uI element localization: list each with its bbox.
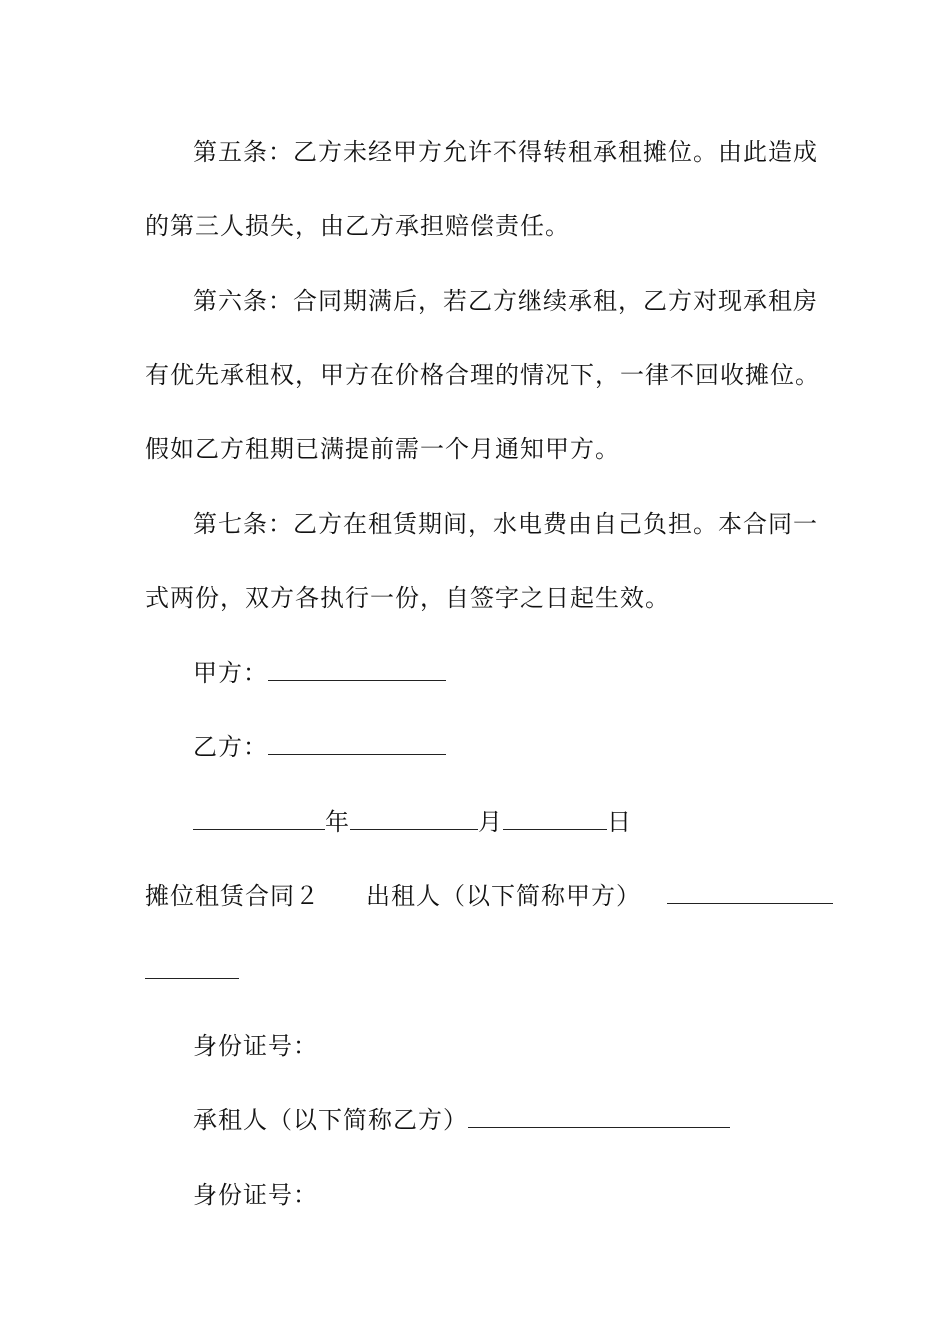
party-a-signature-line <box>193 658 446 688</box>
article-7-line-2: 式两份，双方各执行一份，自签字之日起生效。 <box>145 584 670 612</box>
year-blank[interactable] <box>193 807 325 830</box>
lessor-blank[interactable] <box>667 881 833 904</box>
party-b-blank[interactable] <box>268 732 446 755</box>
day-label: 日 <box>607 808 632 836</box>
lessor-label: 出租人（以下简称甲方） <box>366 882 641 910</box>
lessor-blank-continuation <box>145 956 239 986</box>
article-7-line-1: 第七条：乙方在租赁期间，水电费由自己负担。本合同一 <box>193 510 818 538</box>
article-5-line-1: 第五条：乙方未经甲方允许不得转租承租摊位。由此造成 <box>193 138 818 166</box>
lessee-line <box>193 1105 730 1135</box>
month-blank[interactable] <box>350 807 478 830</box>
lessee-label: 承租人（以下简称乙方） <box>193 1106 468 1134</box>
article-5-line-2: 的第三人损失，由乙方承担赔偿责任。 <box>145 212 570 240</box>
lessee-id-label: 身份证号： <box>193 1181 318 1209</box>
date-line <box>193 807 632 837</box>
party-a-blank[interactable] <box>268 658 446 681</box>
article-6-line-3: 假如乙方租期已满提前需一个月通知甲方。 <box>145 435 620 463</box>
party-a-label: 甲方： <box>193 659 268 687</box>
month-label: 月 <box>478 808 503 836</box>
party-b-signature-line <box>193 732 446 762</box>
lessee-blank[interactable] <box>468 1105 730 1128</box>
lessor-blank-continued[interactable] <box>145 956 239 979</box>
contract-2-header-line <box>145 881 833 911</box>
contract-2-title: 摊位租赁合同２ <box>145 882 320 910</box>
lessor-id-label: 身份证号： <box>193 1032 318 1060</box>
article-6-line-1: 第六条：合同期满后，若乙方继续承租，乙方对现承租房 <box>193 287 818 315</box>
year-label: 年 <box>325 808 350 836</box>
party-b-label: 乙方： <box>193 733 268 761</box>
day-blank[interactable] <box>503 807 607 830</box>
article-6-line-2: 有优先承租权，甲方在价格合理的情况下，一律不回收摊位。 <box>145 361 820 389</box>
